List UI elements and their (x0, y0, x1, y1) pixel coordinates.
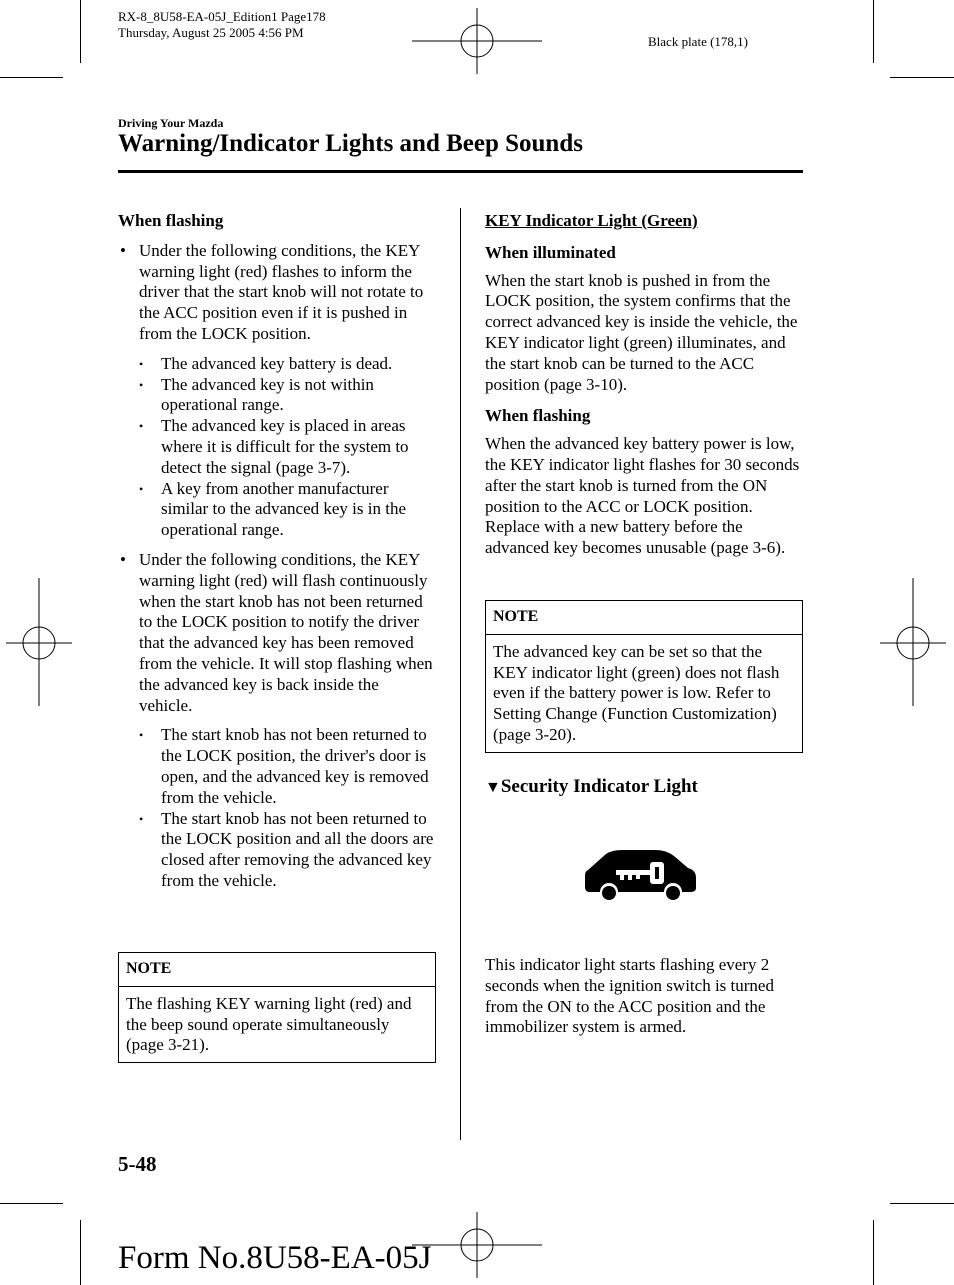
crop-mark (80, 0, 81, 63)
sub-bullet-text: The start knob has not been returned to the LOCK position, the driver's door is open, and the advanced key is removed from the vehicle. (161, 725, 429, 807)
when-flashing-heading: When flashing (485, 406, 591, 426)
crop-mark (80, 1220, 81, 1285)
crop-mark (0, 1203, 63, 1204)
crop-mark (873, 1220, 874, 1285)
section-label: Driving Your Mazda (118, 116, 224, 130)
column-divider (460, 208, 461, 1140)
right-column (485, 211, 803, 559)
sub-bullet-icon: • (139, 419, 144, 434)
file-info-line1: RX-8_8U58-EA-05J_Edition1 Page178 (118, 9, 326, 24)
list-item (118, 241, 436, 345)
sub-bullet-text: The advanced key is placed in areas where it is difficult for the system to detect the signal (page 3-7). (161, 416, 409, 477)
security-indicator-heading (485, 776, 698, 798)
crop-mark (890, 77, 954, 78)
sub-bullet-text: The advanced key is not within operational range. (161, 374, 374, 415)
sub-bullet-text: The advanced key battery is dead. (161, 353, 393, 373)
sub-bullet-text: A key from another manufacturer similar to the advanced key is in the operational range. (161, 478, 407, 540)
bullet-icon: • (120, 240, 126, 260)
registration-target-icon (412, 8, 542, 74)
left-note-box (118, 952, 436, 1063)
file-info (118, 9, 326, 41)
registration-target-icon (412, 1212, 542, 1278)
list-item (118, 375, 436, 417)
plate-info: Black plate (178,1) (648, 34, 748, 49)
sub-bullet-icon: • (139, 811, 144, 826)
list-item (118, 809, 436, 892)
bullet-text: Under the following conditions, the KEY warning light (red) flashes to inform the driver that the start knob will not rotate to the ACC position even if it is pushed in from the LOCK position. (139, 240, 424, 343)
sub-list (118, 725, 436, 891)
page-number: 5-48 (118, 1152, 157, 1176)
security-indicator-icon (582, 848, 700, 902)
crop-mark (873, 0, 874, 63)
illuminated-paragraph: When the start knob is pushed in from the LOCK position, the system confirms that the correct advanced key is inside the vehicle, the KEY indicator light (green) illuminates, and the start knob can be turned to the ACC position (page 3-10). (485, 270, 798, 394)
page-title: Warning/Indicator Lights and Beep Sounds (118, 130, 583, 157)
note-heading: NOTE (486, 601, 802, 635)
note-body: The advanced key can be set so that the KEY indicator light (green) does not flash even if the battery power is low. Refer to Setting Change (Function Customization)(page 3-20). (493, 641, 780, 744)
bullet-icon: • (120, 549, 126, 569)
list-item (118, 479, 436, 541)
sub-bullet-icon: • (139, 356, 144, 371)
note-body: The flashing KEY warning light (red) and the beep sound operate simultaneously (page 3-21). (126, 993, 412, 1055)
sub-bullet-icon: • (139, 728, 144, 743)
key-indicator-heading: KEY Indicator Light (Green) (485, 211, 698, 230)
form-number: Form No.8U58-EA-05J (118, 1240, 432, 1276)
title-rule (118, 170, 803, 173)
left-column (118, 211, 436, 892)
bullet-text: Under the following conditions, the KEY warning light (red) will flash continuously when the start knob has not been returned to the LOCK position to notify the driver that the advanced key has been removed from the vehicle. It will stop flashing when the advanced key is back inside the vehicle. (139, 549, 433, 715)
list-item (118, 354, 436, 375)
file-info-line2: Thursday, August 25 2005 4:56 PM (118, 25, 304, 40)
note-heading: NOTE (119, 953, 435, 987)
list-item (118, 725, 436, 808)
sub-list (118, 354, 436, 541)
flashing-paragraph: When the advanced key battery power is low, the KEY indicator light flashes for 30 seconds after the start knob is turned from the ON position to the ACC or LOCK position. Replace with a new battery before the advanced key becomes unusable (page 3-6). (485, 434, 800, 558)
crop-mark (890, 1203, 954, 1204)
when-illuminated-heading: When illuminated (485, 242, 616, 262)
security-indicator-paragraph: This indicator light starts flashing every 2 seconds when the ignition switch is turned from the ON to the ACC position and the immobilizer system is armed. (485, 955, 774, 1037)
crop-mark (0, 77, 63, 78)
right-note-box (485, 600, 803, 753)
triangle-down-icon: ▼ (485, 779, 501, 796)
registration-target-icon (6, 578, 72, 706)
sub-bullet-text: The start knob has not been returned to the LOCK position and all the doors are closed after removing the advanced key from the vehicle. (161, 808, 434, 890)
registration-target-icon (880, 578, 946, 706)
sub-bullet-icon: • (139, 377, 144, 392)
list-item (118, 416, 436, 478)
security-indicator-title: Security Indicator Light (500, 776, 698, 797)
when-flashing-heading: When flashing (118, 211, 224, 230)
list-item (118, 550, 436, 716)
sub-bullet-icon: • (139, 481, 144, 496)
